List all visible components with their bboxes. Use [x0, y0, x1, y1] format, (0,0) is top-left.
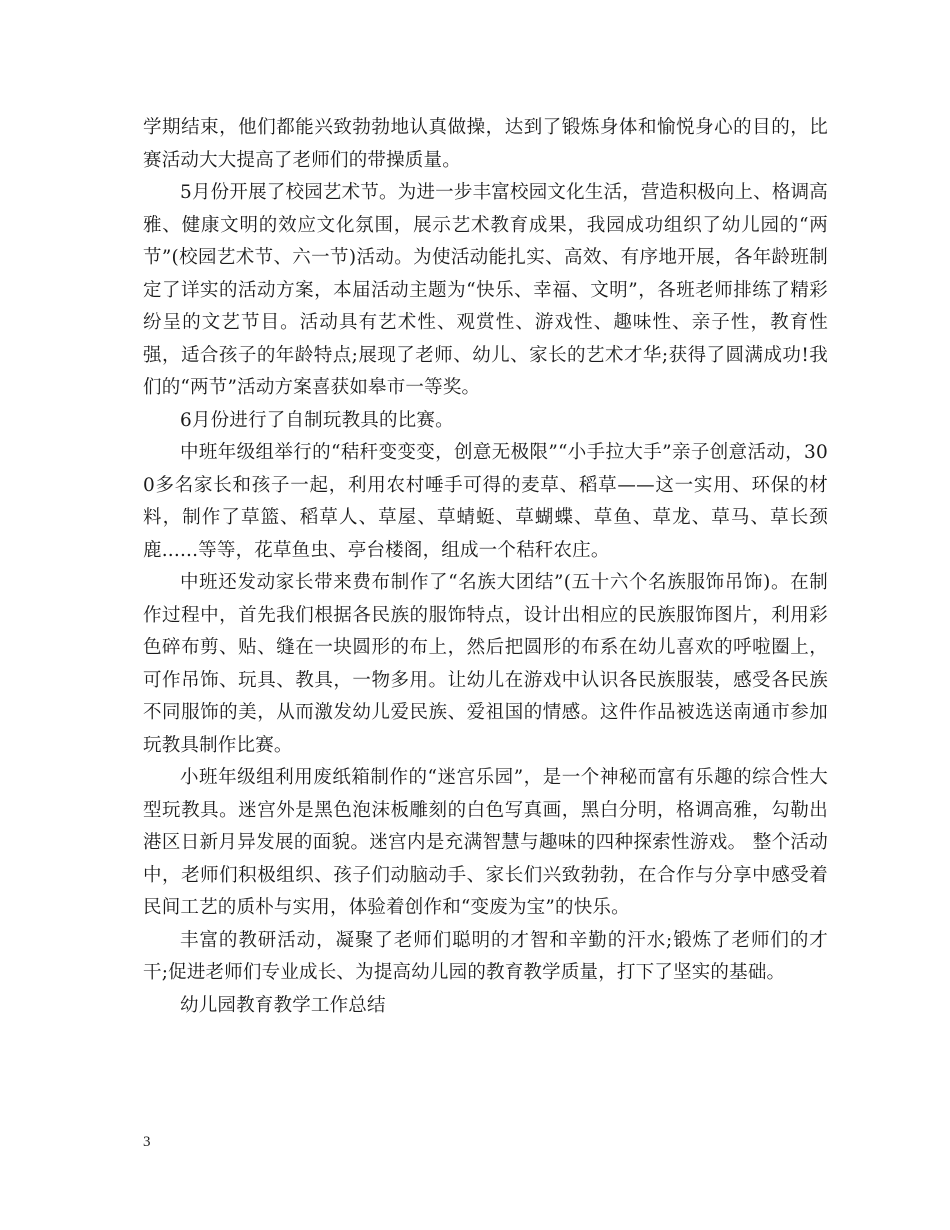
paragraph-7: 丰富的教研活动，凝聚了老师们聪明的才智和辛勤的汗水;锻炼了老师们的才干;促进老师们专业成长、为提高幼儿园的教育教学质量，打下了坚实的基础。	[143, 929, 828, 983]
paragraph-3: 6月份进行了自制玩教具的比赛。	[180, 409, 454, 431]
paragraph-4: 中班年级组举行的“秸秆变变变，创意无极限”“小手拉大手”亲子创意活动，300多名家长和孩子一起，利用农村唾手可得的麦草、稻草——这一实用、环保的材料，制作了草篮、稻草人、草屋、草蜻蜓、草蝴蝶、草鱼、草龙、草马、草长颈鹿......等等，花草鱼虫、亭台楼阁，组成一个秸秆农庄。	[143, 442, 828, 561]
paragraph-5: 中班还发动家长带来费布制作了“名族大团结”(五十六个名族服饰吊饰)。在制作过程中，首先我们根据各民族的服饰特点，设计出相应的民族服饰图片，利用彩色碎布剪、贴、缝在一块圆形的布上，然后把圆形的布系在幼儿喜欢的呼啦圈上，可作吊饰、玩具、教具，一物多用。让幼儿在游戏中认识各民族服装，感受各民族不同服饰的美，从而激发幼儿爱民族、爱祖国的情感。这件作品被选送南通市参加玩教具制作比赛。	[143, 572, 828, 756]
page-number: 3	[143, 1134, 151, 1150]
paragraph-1: 学期结束，他们都能兴致勃勃地认真做操，达到了锻炼身体和愉悦身心的目的，比赛活动大大提高了老师们的带操质量。	[143, 117, 828, 171]
document-body	[143, 112, 828, 1022]
paragraph-6: 小班年级组利用废纸箱制作的“迷宫乐园”，是一个神秘而富有乐趣的综合性大型玩教具。迷宫外是黑色泡沫板雕刻的白色写真画，黑白分明，格调高雅，勾勒出港区日新月异发展的面貌。迷宫内是充满智慧与趣味的四种探索性游戏。 整个活动中，老师们积极组织、孩子们动脑动手、家长们兴致勃勃，在合作与分享中感受着民间工艺的质朴与实用，体验着创作和“变废为宝”的快乐。	[143, 767, 828, 918]
paragraph-2: 5月份开展了校园艺术节。为进一步丰富校园文化生活，营造积极向上、格调高雅、健康文明的效应文化氛围，展示艺术教育成果，我园成功组织了幼儿园的“两节”(校园艺术节、六一节)活动。为使活动能扎实、高效、有序地开展，各年龄班制定了详实的活动方案，本届活动主题为“快乐、幸福、文明”，各班老师排练了精彩纷呈的文艺节目。活动具有艺术性、观赏性、游戏性、趣味性、亲子性，教育性强，适合孩子的年龄特点;展现了老师、幼儿、家长的艺术才华;获得了圆满成功!我们的“两节”活动方案喜获如皋市一等奖。	[143, 182, 828, 398]
section-heading: 幼儿园教育教学工作总结	[180, 994, 386, 1016]
